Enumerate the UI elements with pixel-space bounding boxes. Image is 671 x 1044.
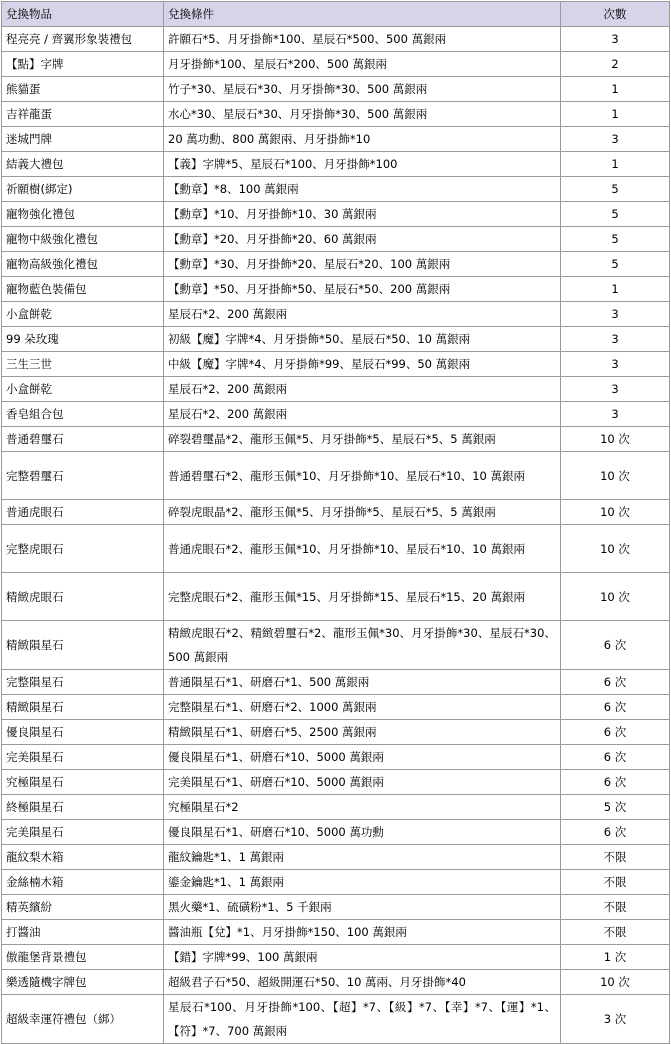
condition-cell: 星辰石*2、200 萬銀兩 <box>164 377 561 402</box>
count-cell: 1 次 <box>561 945 670 970</box>
condition-cell: 普通虎眼石*2、龍形玉佩*10、月牙掛飾*10、星辰石*10、10 萬銀兩 <box>164 525 561 573</box>
item-cell: 傲龍堡背景禮包 <box>2 945 164 970</box>
count-cell: 6 次 <box>561 720 670 745</box>
item-cell: 精緻隕星石 <box>2 621 164 670</box>
table-row <box>2 870 670 895</box>
condition-cell: 【錯】字牌*99、100 萬銀兩 <box>164 945 561 970</box>
count-cell: 3 <box>561 302 670 327</box>
condition-cell: 普通碧璽石*2、龍形玉佩*10、月牙掛飾*10、星辰石*10、10 萬銀兩 <box>164 452 561 500</box>
item-cell: 【點】字牌 <box>2 52 164 77</box>
condition-cell: 中級【魔】字牌*4、月牙掛飾*99、星辰石*99、50 萬銀兩 <box>164 352 561 377</box>
count-cell: 6 次 <box>561 820 670 845</box>
item-cell: 超級幸運符禮包（綁） <box>2 995 164 1044</box>
header-item: 兌換物品 <box>2 2 164 27</box>
count-cell: 3 <box>561 127 670 152</box>
count-cell: 6 次 <box>561 621 670 670</box>
condition-cell: 初級【魔】字牌*4、月牙掛飾*50、星辰石*50、10 萬銀兩 <box>164 327 561 352</box>
condition-cell: 月牙掛飾*100、星辰石*200、500 萬銀兩 <box>164 52 561 77</box>
condition-cell: 星辰石*100、月牙掛飾*100、【超】*7、【級】*7、【幸】*7、【運】*1、【符】*7、700 萬銀兩 <box>164 995 561 1044</box>
item-cell: 優良隕星石 <box>2 720 164 745</box>
table-row <box>2 695 670 720</box>
item-cell: 小盒餅乾 <box>2 302 164 327</box>
condition-cell: 【勳章】*10、月牙掛飾*10、30 萬銀兩 <box>164 202 561 227</box>
table-row <box>2 152 670 177</box>
count-cell: 10 次 <box>561 500 670 525</box>
table-row <box>2 77 670 102</box>
table-header-row <box>2 2 670 27</box>
count-cell: 10 次 <box>561 573 670 621</box>
table-row <box>2 795 670 820</box>
count-cell: 5 次 <box>561 795 670 820</box>
condition-cell: 精緻隕星石*1、研磨石*5、2500 萬銀兩 <box>164 720 561 745</box>
table-row <box>2 970 670 995</box>
item-cell: 精英繽紛 <box>2 895 164 920</box>
table-row <box>2 895 670 920</box>
item-cell: 香皂組合包 <box>2 402 164 427</box>
item-cell: 精緻虎眼石 <box>2 573 164 621</box>
condition-cell: 究極隕星石*2 <box>164 795 561 820</box>
table-row <box>2 720 670 745</box>
item-cell: 完整碧璽石 <box>2 452 164 500</box>
item-cell: 究極隕星石 <box>2 770 164 795</box>
table-row <box>2 525 670 573</box>
count-cell: 10 次 <box>561 970 670 995</box>
item-cell: 程亮亮 / 齊翼形象裝禮包 <box>2 27 164 52</box>
item-cell: 迷城門牌 <box>2 127 164 152</box>
condition-cell: 20 萬功勳、800 萬銀兩、月牙掛飾*10 <box>164 127 561 152</box>
count-cell: 10 次 <box>561 427 670 452</box>
condition-cell: 【勳章】*30、月牙掛飾*20、星辰石*20、100 萬銀兩 <box>164 252 561 277</box>
condition-cell: 完美隕星石*1、研磨石*10、5000 萬銀兩 <box>164 770 561 795</box>
table-row <box>2 621 670 670</box>
item-cell: 終極隕星石 <box>2 795 164 820</box>
item-cell: 完美隕星石 <box>2 820 164 845</box>
count-cell: 6 次 <box>561 770 670 795</box>
table-row <box>2 945 670 970</box>
condition-cell: 【勳章】*8、100 萬銀兩 <box>164 177 561 202</box>
condition-cell: 完整隕星石*1、研磨石*2、1000 萬銀兩 <box>164 695 561 720</box>
condition-cell: 醬油瓶【兌】*1、月牙掛飾*150、100 萬銀兩 <box>164 920 561 945</box>
table-row <box>2 52 670 77</box>
item-cell: 吉祥龍蛋 <box>2 102 164 127</box>
condition-cell: 碎裂虎眼晶*2、龍形玉佩*5、月牙掛飾*5、星辰石*5、5 萬銀兩 <box>164 500 561 525</box>
table-row <box>2 352 670 377</box>
count-cell: 6 次 <box>561 745 670 770</box>
table-row <box>2 920 670 945</box>
condition-cell: 黑火藥*1、硫磺粉*1、5 千銀兩 <box>164 895 561 920</box>
item-cell: 普通虎眼石 <box>2 500 164 525</box>
table-row <box>2 402 670 427</box>
count-cell: 3 次 <box>561 995 670 1044</box>
table-row <box>2 302 670 327</box>
item-cell: 金絲楠木箱 <box>2 870 164 895</box>
table-row <box>2 327 670 352</box>
count-cell: 1 <box>561 152 670 177</box>
item-cell: 熊貓蛋 <box>2 77 164 102</box>
count-cell: 3 <box>561 327 670 352</box>
item-cell: 寵物藍色裝備包 <box>2 277 164 302</box>
condition-cell: 精緻虎眼石*2、精緻碧璽石*2、龍形玉佩*30、月牙掛飾*30、星辰石*30、500 萬銀兩 <box>164 621 561 670</box>
count-cell: 5 <box>561 177 670 202</box>
table-row <box>2 573 670 621</box>
table-body <box>2 27 670 1044</box>
condition-cell: 竹子*30、星辰石*30、月牙掛飾*30、500 萬銀兩 <box>164 77 561 102</box>
condition-cell: 星辰石*2、200 萬銀兩 <box>164 402 561 427</box>
item-cell: 打醬油 <box>2 920 164 945</box>
count-cell: 不限 <box>561 920 670 945</box>
item-cell: 完整隕星石 <box>2 670 164 695</box>
condition-cell: 龍紋鑰匙*1、1 萬銀兩 <box>164 845 561 870</box>
item-cell: 普通碧璽石 <box>2 427 164 452</box>
condition-cell: 水心*30、星辰石*30、月牙掛飾*30、500 萬銀兩 <box>164 102 561 127</box>
count-cell: 5 <box>561 202 670 227</box>
table-row <box>2 670 670 695</box>
count-cell: 不限 <box>561 895 670 920</box>
condition-cell: 超級君子石*50、超級開運石*50、10 萬兩、月牙掛飾*40 <box>164 970 561 995</box>
count-cell: 不限 <box>561 845 670 870</box>
table-row <box>2 227 670 252</box>
count-cell: 6 次 <box>561 695 670 720</box>
count-cell: 1 <box>561 77 670 102</box>
count-cell: 6 次 <box>561 670 670 695</box>
count-cell: 3 <box>561 352 670 377</box>
count-cell: 3 <box>561 27 670 52</box>
item-cell: 龍紋梨木箱 <box>2 845 164 870</box>
count-cell: 10 次 <box>561 525 670 573</box>
table-row <box>2 102 670 127</box>
condition-cell: 鎏金鑰匙*1、1 萬銀兩 <box>164 870 561 895</box>
table-row <box>2 427 670 452</box>
condition-cell: 【勳章】*20、月牙掛飾*20、60 萬銀兩 <box>164 227 561 252</box>
item-cell: 99 朵玫瑰 <box>2 327 164 352</box>
count-cell: 不限 <box>561 870 670 895</box>
item-cell: 寵物高級強化禮包 <box>2 252 164 277</box>
table-row <box>2 745 670 770</box>
item-cell: 樂透隨機字牌包 <box>2 970 164 995</box>
item-cell: 祈願樹(綁定) <box>2 177 164 202</box>
item-cell: 精緻隕星石 <box>2 695 164 720</box>
table-row <box>2 995 670 1044</box>
table-row <box>2 127 670 152</box>
item-cell: 三生三世 <box>2 352 164 377</box>
table-row <box>2 252 670 277</box>
count-cell: 5 <box>561 227 670 252</box>
table-row <box>2 770 670 795</box>
table-row <box>2 820 670 845</box>
item-cell: 完美隕星石 <box>2 745 164 770</box>
condition-cell: 優良隕星石*1、研磨石*10、5000 萬銀兩 <box>164 745 561 770</box>
condition-cell: 完整虎眼石*2、龍形玉佩*15、月牙掛飾*15、星辰石*15、20 萬銀兩 <box>164 573 561 621</box>
table-row <box>2 452 670 500</box>
exchange-table <box>1 1 670 1044</box>
table-row <box>2 27 670 52</box>
item-cell: 完整虎眼石 <box>2 525 164 573</box>
table-row <box>2 202 670 227</box>
item-cell: 小盒餅乾 <box>2 377 164 402</box>
condition-cell: 普通隕星石*1、研磨石*1、500 萬銀兩 <box>164 670 561 695</box>
count-cell: 1 <box>561 277 670 302</box>
item-cell: 結義大禮包 <box>2 152 164 177</box>
table-row <box>2 277 670 302</box>
condition-cell: 【義】字牌*5、星辰石*100、月牙掛飾*100 <box>164 152 561 177</box>
count-cell: 10 次 <box>561 452 670 500</box>
table-row <box>2 377 670 402</box>
count-cell: 3 <box>561 402 670 427</box>
count-cell: 2 <box>561 52 670 77</box>
count-cell: 3 <box>561 377 670 402</box>
item-cell: 寵物強化禮包 <box>2 202 164 227</box>
condition-cell: 許願石*5、月牙掛飾*100、星辰石*500、500 萬銀兩 <box>164 27 561 52</box>
table-row <box>2 500 670 525</box>
header-condition: 兌換條件 <box>164 2 561 27</box>
condition-cell: 星辰石*2、200 萬銀兩 <box>164 302 561 327</box>
condition-cell: 【勳章】*50、月牙掛飾*50、星辰石*50、200 萬銀兩 <box>164 277 561 302</box>
table-row <box>2 177 670 202</box>
condition-cell: 優良隕星石*1、研磨石*10、5000 萬功勳 <box>164 820 561 845</box>
count-cell: 5 <box>561 252 670 277</box>
header-count: 次數 <box>561 2 670 27</box>
item-cell: 寵物中級強化禮包 <box>2 227 164 252</box>
condition-cell: 碎裂碧璽晶*2、龍形玉佩*5、月牙掛飾*5、星辰石*5、5 萬銀兩 <box>164 427 561 452</box>
table-row <box>2 845 670 870</box>
count-cell: 1 <box>561 102 670 127</box>
